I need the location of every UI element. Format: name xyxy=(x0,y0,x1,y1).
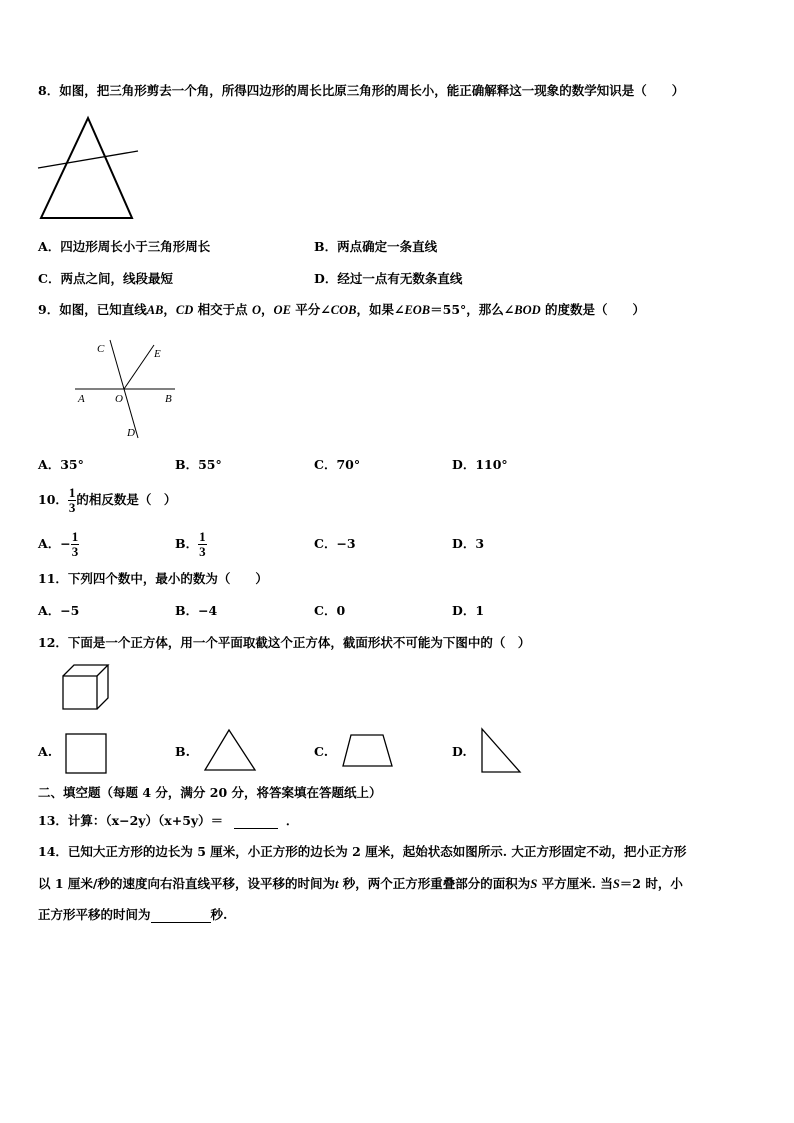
q10-option-c[interactable]: C．−3 xyxy=(314,536,356,551)
q10-stem-suffix: 的相反数是（ ） xyxy=(76,492,177,507)
q9-angle-bod: BOD xyxy=(514,303,541,317)
q12-option-c-trapezoid-shape xyxy=(340,732,396,770)
q14-var-s: S xyxy=(530,877,538,891)
q10-option-b-label: B． xyxy=(175,536,199,551)
q9-mid4: ＝55°，那么∠ xyxy=(430,302,515,317)
q8-option-b[interactable]: B．两点确定一条直线 xyxy=(314,239,438,254)
q10-frac-num: 1 xyxy=(68,485,76,500)
q14-line-3-a: 正方形平移的时间为 xyxy=(38,907,151,922)
q14-var-s-2: S xyxy=(612,877,620,891)
section-2-title: 二、填空题（每题 4 分，满分 20 分，将答案填在答题纸上） xyxy=(38,785,382,800)
q8-option-d[interactable]: D．经过一点有无数条直线 xyxy=(314,271,463,286)
q12-option-b[interactable]: B. xyxy=(175,744,190,759)
q8-figure-triangle-cut xyxy=(35,114,145,224)
q13-prefix: 13．计算：（x−2y）（x+5y）＝ xyxy=(38,813,224,828)
q9-angle-eob: EOB xyxy=(404,303,431,317)
q8-option-c[interactable]: C．两点之间，线段最短 xyxy=(38,271,173,286)
q9-point-o: O xyxy=(252,303,262,317)
q13-stem xyxy=(38,812,298,829)
q9-mid1: 相交于点 xyxy=(193,302,252,317)
q9-label-b: B xyxy=(165,393,172,405)
q10-option-d[interactable]: D．3 xyxy=(452,536,485,551)
q10-frac-den: 3 xyxy=(68,500,76,515)
q9-figure-intersecting-lines xyxy=(70,335,185,445)
q14-line-2-d: ＝2 时，小 xyxy=(619,876,683,891)
q9-option-b[interactable]: B．55° xyxy=(175,457,222,472)
q12-option-b-triangle-shape xyxy=(202,728,258,774)
q9-label-e: E xyxy=(154,348,161,360)
q10-option-a-label: A． xyxy=(38,536,61,551)
q10-option-a-fraction xyxy=(71,530,80,559)
q14-line-2-b: 秒，两个正方形重叠部分的面积为 xyxy=(338,876,531,891)
q11-option-b[interactable]: B．−4 xyxy=(175,603,218,618)
q10-option-a[interactable] xyxy=(38,527,79,561)
q10-option-b[interactable] xyxy=(175,527,207,561)
q10-option-b-den: 3 xyxy=(199,544,206,559)
q9-angle-cob: COB xyxy=(330,303,357,317)
q8-option-a[interactable]: A．四边形周长小于三角形周长 xyxy=(38,239,211,254)
q9-mid3: ，如果∠ xyxy=(356,302,405,317)
q10-option-b-fraction xyxy=(198,530,207,559)
q10-option-a-num: 1 xyxy=(71,529,79,544)
q14-line-2-c: 平方厘米. 当 xyxy=(537,876,613,891)
q10-option-b-num: 1 xyxy=(199,529,206,544)
q12-cube-figure xyxy=(60,663,115,713)
q9-option-d[interactable]: D．110° xyxy=(452,457,508,472)
q14-line-3-b: 秒. xyxy=(210,907,228,922)
q9-stem xyxy=(38,302,645,318)
q13-answer-blank[interactable] xyxy=(234,812,278,829)
q9-label-d: D xyxy=(127,427,135,439)
q10-stem xyxy=(38,483,176,517)
q9-sep1: ， xyxy=(163,302,176,317)
q9-stem-suffix: 的度数是（ ） xyxy=(540,302,646,317)
q13-suffix: ． xyxy=(285,813,299,828)
q11-option-c[interactable]: C．0 xyxy=(314,603,346,618)
q14-answer-blank[interactable] xyxy=(151,906,211,923)
q9-label-a: A xyxy=(78,393,85,405)
q9-option-c[interactable]: C．70° xyxy=(314,457,361,472)
q9-label-c: C xyxy=(97,343,105,355)
q9-option-a[interactable]: A．35° xyxy=(38,457,84,472)
q10-option-a-sign: − xyxy=(60,536,71,551)
q9-line-cd: CD xyxy=(175,303,194,317)
q9-mid2: 平分∠ xyxy=(290,302,331,317)
q14-line-2-a: 以 1 厘米/秒的速度向右沿直线平移，设平移的时间为 xyxy=(38,876,335,891)
q12-stem: 12．下面是一个正方体，用一个平面取截这个正方体，截面形状不可能为下图中的（ ） xyxy=(38,635,531,650)
q12-option-d-right-triangle-shape xyxy=(478,726,524,776)
q12-option-c[interactable]: C. xyxy=(314,744,329,759)
q11-option-d[interactable]: D．1 xyxy=(452,603,485,618)
q12-option-a[interactable]: A. xyxy=(38,744,53,759)
q11-option-a[interactable]: A．−5 xyxy=(38,603,80,618)
q9-ray-oe: OE xyxy=(273,303,291,317)
q12-option-a-square-shape xyxy=(64,732,110,776)
q14-line-2 xyxy=(38,876,683,892)
q8-stem: 8．如图，把三角形剪去一个角，所得四边形的周长比原三角形的周长小，能正确解释这一现象的数学知识是（ ） xyxy=(38,83,685,98)
q9-stem-prefix: 9．如图，已知直线 xyxy=(38,302,147,317)
q14-line-1: 14．已知大正方形的边长为 5 厘米，小正方形的边长为 2 厘米，起始状态如图所示. 大正方形固定不动，把小正方形 xyxy=(38,844,687,859)
q9-line-ab: AB xyxy=(146,303,164,317)
q14-line-3 xyxy=(38,906,227,923)
q10-option-a-den: 3 xyxy=(71,544,79,559)
q12-option-d[interactable]: D. xyxy=(452,744,467,759)
q9-sep2: ， xyxy=(261,302,274,317)
q10-number: 10． xyxy=(38,492,68,507)
q9-label-o: O xyxy=(115,393,123,405)
q14-var-t: t xyxy=(334,877,339,891)
q11-stem: 11．下列四个数中，最小的数为（ ） xyxy=(38,571,268,586)
